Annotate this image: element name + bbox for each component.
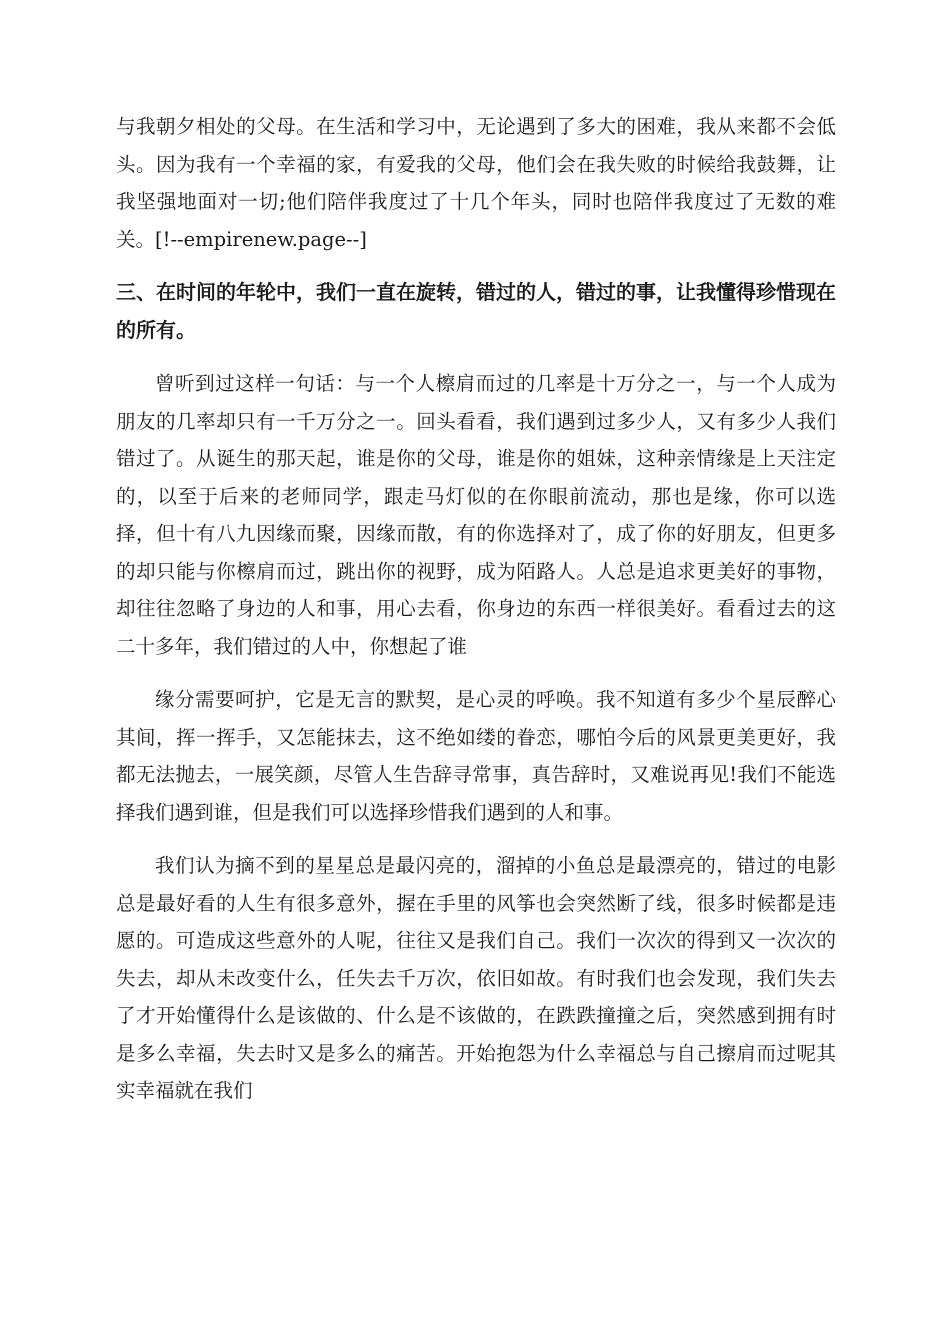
paragraph-3: 缘分需要呵护，它是无言的默契，是心灵的呼唤。我不知道有多少个星辰醉心其间，挥一挥手，又怎能抹去，这不绝如缕的眷恋，哪怕今后的风景更美更好，我都无法抛去，一展笑颜，尽管人生告辞寻常事，真告辞时，又难说再见!我们不能选择我们遇到谁，但是我们可以选择珍惜我们遇到的人和事。 [116,688,836,824]
paragraph-1: 与我朝夕相处的父母。在生活和学习中，无论遇到了多大的困难，我从来都不会低头。因为我有一个幸福的家，有爱我的父母，他们会在我失败的时候给我鼓舞，让我坚强地面对一切;他们陪伴我度过了十几个年头，同时也陪伴我度过了无数的难关。[!--empirenew.page--] [116,115,836,251]
document-page [116,108,836,1126]
section-heading-3: 三、在时间的年轮中，我们一直在旋转，错过的人，错过的事，让我懂得珍惜现在的所有。 [116,280,836,342]
paragraph-4: 我们认为摘不到的星星总是最闪亮的，溜掉的小鱼总是最漂亮的，错过的电影总是最好看的人生有很多意外，握在手里的风筝也会突然断了线，很多时候都是违愿的。可造成这些意外的人呢，往往又是我们自己。我们一次次的得到又一次次的失去，却从未改变什么，任失去千万次，依旧如故。有时我们也会发现，我们失去了才开始懂得什么是该做的、什么是不该做的，在跌跌撞撞之后，突然感到拥有时是多么幸福，失去时又是多么的痛苦。开始抱怨为什么幸福总与自己擦肩而过呢其实幸福就在我们 [116,854,836,1102]
paragraph-2: 曾听到过这样一句话：与一个人檫肩而过的几率是十万分之一，与一个人成为朋友的几率却只有一千万分之一。回头看看，我们遇到过多少人，又有多少人我们错过了。从诞生的那天起，谁是你的父母，谁是你的姐妹，这种亲情缘是上天注定的，以至于后来的老师同学，跟走马灯似的在你眼前流动，那也是缘，你可以选择，但十有八九因缘而聚，因缘而散，有的你选择对了，成了你的好朋友，但更多的却只能与你檫肩而过，跳出你的视野，成为陌路人。人总是追求更美好的事物，却往往忽略了身边的人和事，用心去看，你身边的东西一样很美好。看看过去的这二十多年，我们错过的人中，你想起了谁 [116,372,836,658]
